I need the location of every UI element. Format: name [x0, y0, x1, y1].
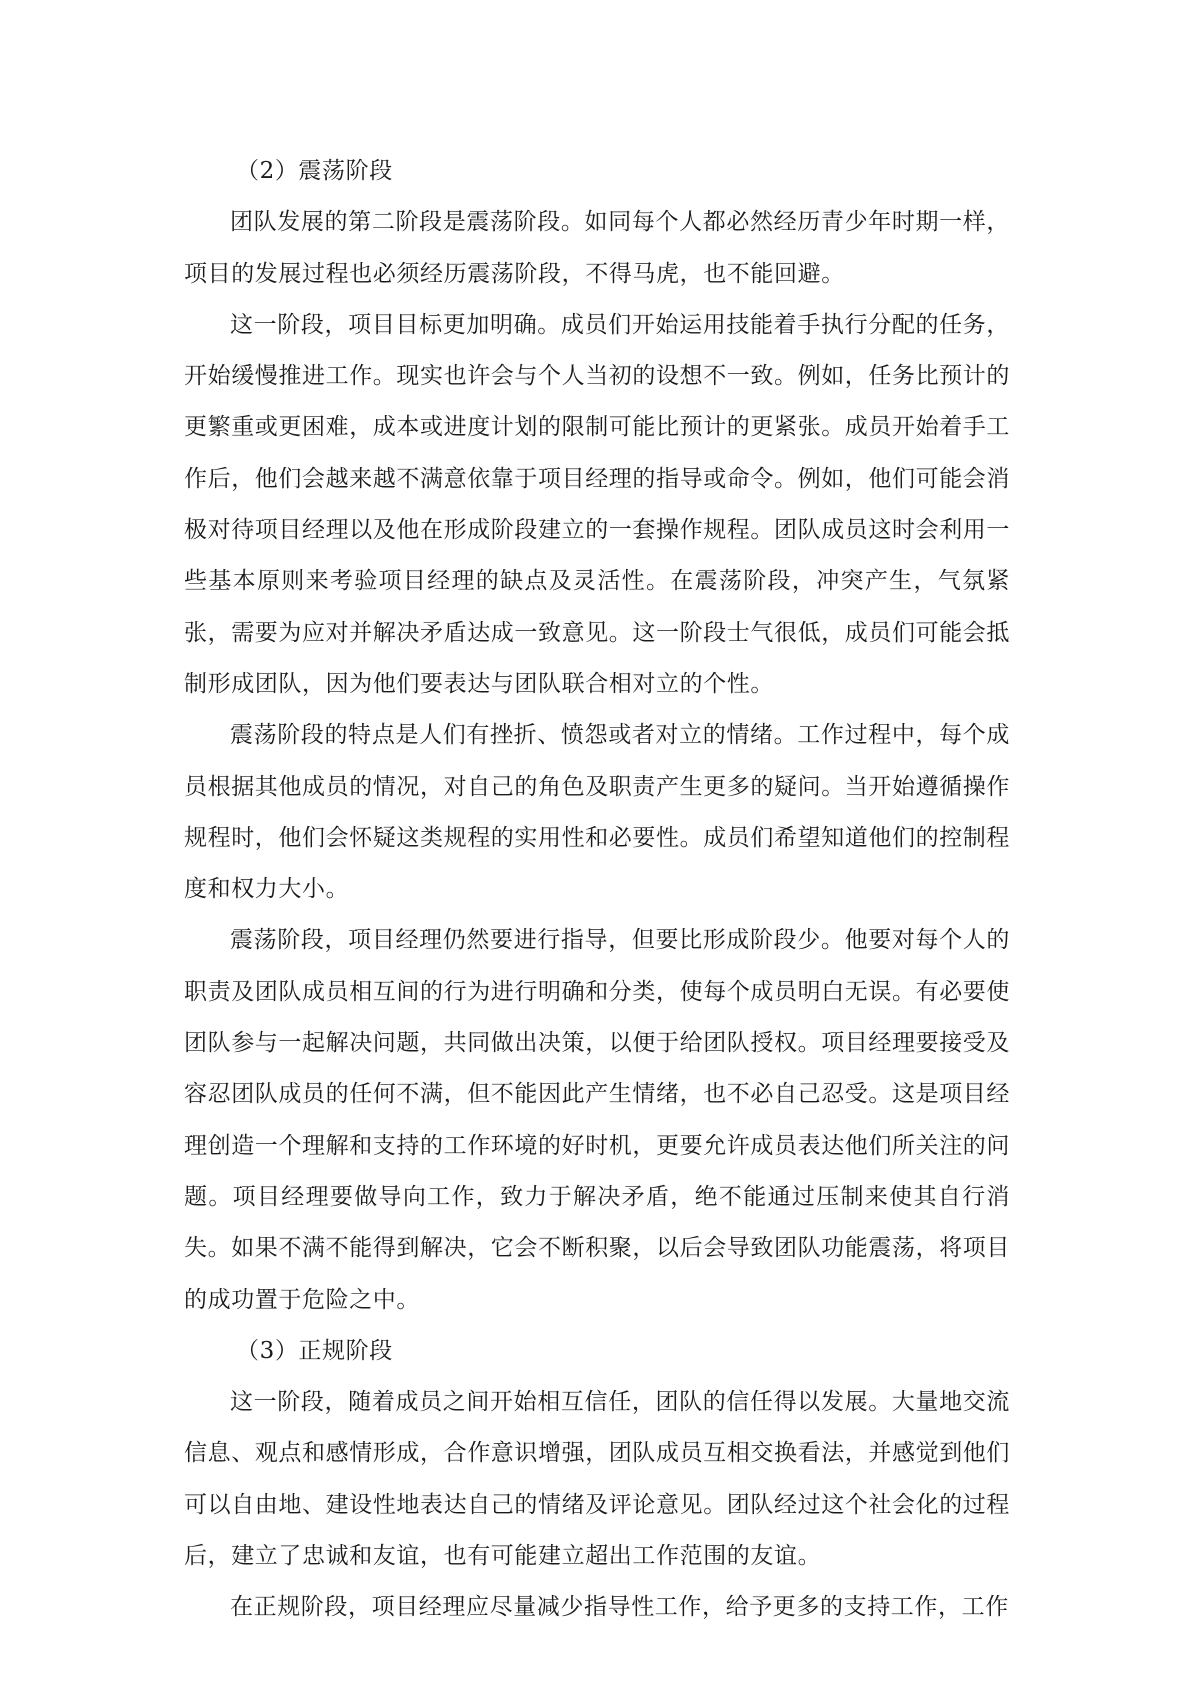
paragraph-stage2-manager-role: 震荡阶段，项目经理仍然要进行指导，但要比形成阶段少。他要对每个人的职责及团队成员相互间的行为进行明确和分类，使每个成员明白无误。有必要使团队参与一起解决问题，共同做出决策，以便于给团队授权。项目经理要接受及容忍团队成员的任何不满，但不能因此产生情绪，也不必自己忍受。这是项目经理创造一个理解和支持的工作环境的好时机，更要允许成员表达他们所关注的问题。项目经理要做导向工作，致力于解决矛盾，绝不能通过压制来使其自行消失。如果不满不能得到解决，它会不断积聚，以后会导致团队功能震荡，将项目的成功置于危险之中。: [184, 927, 1010, 1313]
section-heading-stage2: （2）震荡阶段: [236, 158, 393, 184]
paragraph-stage2-characteristics: 震荡阶段的特点是人们有挫折、愤怨或者对立的情绪。工作过程中，每个成员根据其他成员的情况，对自己的角色及职责产生更多的疑问。当开始遵循操作规程时，他们会怀疑这类规程的实用性和必要性。成员们希望知道他们的控制程度和权力大小。: [184, 722, 1010, 903]
paragraph-stage2-intro: 团队发展的第二阶段是震荡阶段。如同每个人都必然经历青少年时期一样，项目的发展过程也必须经历震荡阶段，不得马虎，也不能回避。: [184, 209, 1010, 287]
paragraph-stage3-intro: 这一阶段，随着成员之间开始相互信任，团队的信任得以发展。大量地交流信息、观点和感情形成，合作意识增强，团队成员互相交换看法，并感觉到他们可以自由地、建设性地表达自己的情绪及评论意见。团队经过这个社会化的过程后，建立了忠诚和友谊，也有可能建立超出工作范围的友谊。: [184, 1389, 1010, 1570]
paragraph-stage2-description: 这一阶段，项目目标更加明确。成员们开始运用技能着手执行分配的任务，开始缓慢推进工作。现实也许会与个人当初的设想不一致。例如，任务比预计的更繁重或更困难，成本或进度计划的限制可能比预计的更紧张。成员开始着手工作后，他们会越来越不满意依靠于项目经理的指导或命令。例如，他们可能会消极对待项目经理以及他在形成阶段建立的一套操作规程。团队成员这时会利用一些基本原则来考验项目经理的缺点及灵活性。在震荡阶段，冲突产生，气氛紧张，需要为应对并解决矛盾达成一致意见。这一阶段士气很低，成员们可能会抵制形成团队，因为他们要表达与团队联合相对立的个性。: [184, 311, 1010, 697]
document-body: [184, 146, 1010, 1634]
section-heading-stage3: （3）正规阶段: [236, 1337, 393, 1364]
paragraph-stage3-manager-role: 在正规阶段，项目经理应尽量减少指导性工作，给予更多的支持工作，工作: [230, 1594, 1009, 1621]
